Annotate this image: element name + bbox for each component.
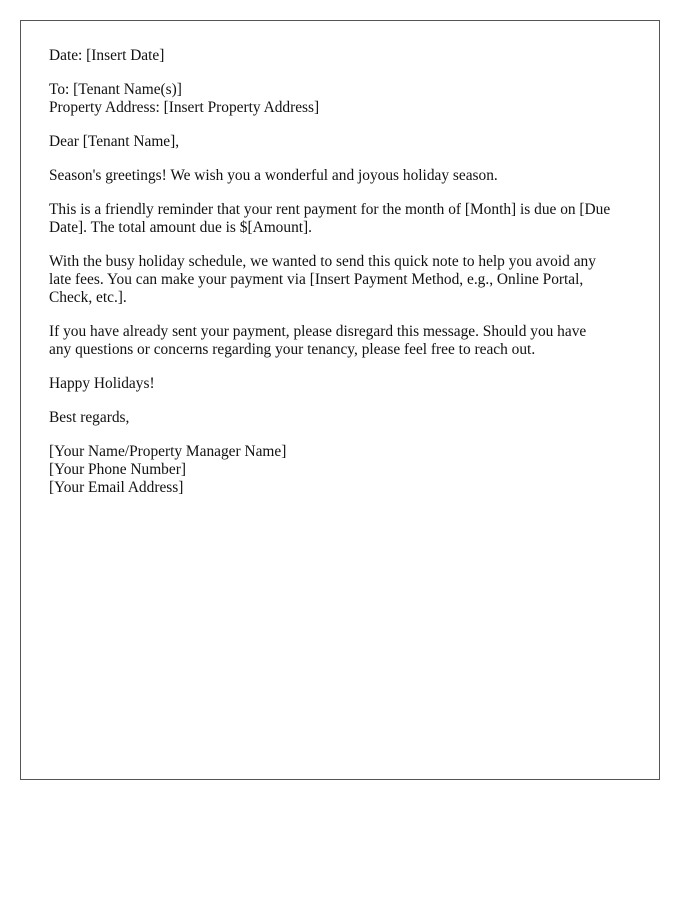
date-paragraph	[49, 47, 637, 65]
disregard-paragraph	[49, 323, 637, 359]
reminder-line-2: Date]. The total amount due is $[Amount].	[49, 219, 313, 236]
salutation	[49, 133, 637, 151]
letter-content	[49, 47, 637, 513]
greeting-text: Season's greetings! We wish you a wonderful and joyous holiday season.	[49, 167, 498, 184]
signature-email: [Your Email Address]	[49, 479, 184, 496]
schedule-paragraph	[49, 253, 637, 307]
schedule-line-3: Check, etc.].	[49, 289, 127, 306]
salutation-text: Dear [Tenant Name],	[49, 133, 180, 150]
signature-name: [Your Name/Property Manager Name]	[49, 443, 287, 460]
greeting-paragraph	[49, 167, 637, 185]
signoff-text: Best regards,	[49, 409, 130, 426]
property-address-line: Property Address: [Insert Property Address]	[49, 99, 320, 116]
disregard-line-2: any questions or concerns regarding your tenancy, please feel free to reach out.	[49, 341, 536, 358]
reminder-paragraph	[49, 201, 637, 237]
signature-block	[49, 443, 637, 497]
holiday-closing	[49, 375, 637, 393]
to-line: To: [Tenant Name(s)]	[49, 81, 182, 98]
signoff	[49, 409, 637, 427]
date-line: Date: [Insert Date]	[49, 47, 165, 64]
schedule-line-2: late fees. You can make your payment via [Insert Payment Method, e.g., Online Portal,	[49, 271, 584, 288]
reminder-line-1: This is a friendly reminder that your rent payment for the month of [Month] is due on [Due	[49, 201, 611, 218]
holiday-closing-text: Happy Holidays!	[49, 375, 155, 392]
signature-phone: [Your Phone Number]	[49, 461, 186, 478]
disregard-line-1: If you have already sent your payment, please disregard this message. Should you have	[49, 323, 587, 340]
recipient-block	[49, 81, 637, 117]
letter-frame	[20, 20, 660, 780]
schedule-line-1: With the busy holiday schedule, we wanted to send this quick note to help you avoid any	[49, 253, 596, 270]
